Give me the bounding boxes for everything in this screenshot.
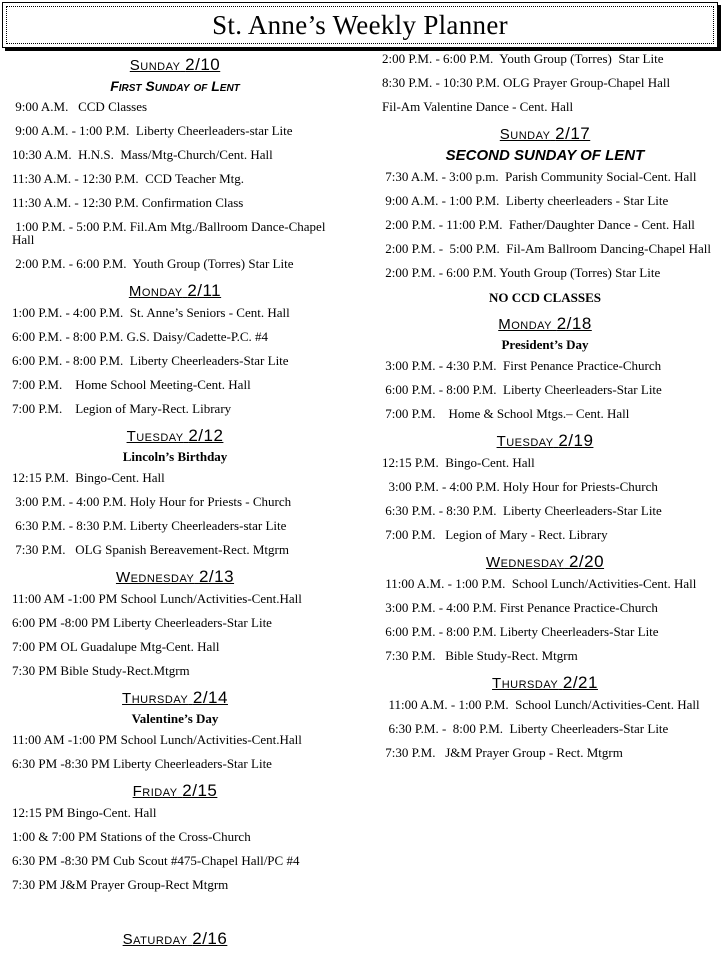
day-date: 2/15 <box>182 781 218 800</box>
day-name: Saturday <box>122 931 188 948</box>
day-name: Sunday <box>499 126 551 143</box>
day-heading <box>0 688 350 708</box>
event-item: 7:00 PM OL Guadalupe Mtg-Cent. Hall <box>12 639 220 654</box>
event-item: 6:30 P.M. - 8:00 P.M. Liberty Cheerleaders-Star Lite <box>382 721 669 736</box>
event-item: 11:00 A.M. - 1:00 P.M. School Lunch/Activities-Cent. Hall <box>382 697 700 712</box>
day-name: Monday <box>128 283 183 300</box>
page-title: St. Anne’s Weekly Planner <box>212 9 508 40</box>
day-name: Thursday <box>492 675 559 692</box>
day-heading <box>0 55 350 75</box>
event-item: 2:00 P.M. - 6:00 P.M. Youth Group (Torres) Star Lite <box>382 265 661 280</box>
carryover-events <box>370 52 720 113</box>
day-name: Tuesday <box>126 428 184 445</box>
day-name: Friday <box>132 783 178 800</box>
day-date: 2/13 <box>198 567 235 586</box>
event-item: 12:15 P.M. Bingo-Cent. Hall <box>12 470 165 485</box>
event-item: 1:00 & 7:00 PM Stations of the Cross-Church <box>12 829 251 844</box>
day-heading <box>0 929 350 949</box>
left-column <box>0 52 350 954</box>
event-item: 2:00 P.M. - 11:00 P.M. Father/Daughter Dance - Cent. Hall <box>382 217 695 232</box>
event-item: 6:00 PM -8:00 PM Liberty Cheerleaders-Star Lite <box>12 615 272 630</box>
day-heading <box>0 567 350 587</box>
day-date: 2/11 <box>187 281 222 300</box>
event-item: 6:00 P.M. - 8:00 P.M. G.S. Daisy/Cadette-P.C. #4 <box>12 329 269 344</box>
day-date: 2/10 <box>185 55 221 74</box>
event-item: 12:15 P.M. Bingo-Cent. Hall <box>382 455 535 470</box>
event-item: 3:00 P.M. - 4:30 P.M. First Penance Practice-Church <box>382 358 662 373</box>
day-heading <box>370 124 720 144</box>
event-item: 6:00 P.M. - 8:00 P.M. Liberty Cheerleaders-Star Lite <box>382 624 659 639</box>
day-subtitle: Lincoln’s Birthday <box>122 449 228 464</box>
event-item: 7:00 P.M. Legion of Mary - Rect. Library <box>382 527 608 542</box>
day-date: 2/17 <box>555 124 591 143</box>
day-name: Sunday <box>129 57 181 74</box>
day-date: 2/16 <box>192 929 228 948</box>
event-item: 7:30 A.M. - 3:00 p.m. Parish Community Social-Cent. Hall <box>382 169 697 184</box>
day-name: Monday <box>498 316 553 333</box>
event-item: 7:00 P.M. Legion of Mary-Rect. Library <box>12 401 232 416</box>
event-item: 6:00 P.M. - 8:00 P.M. Liberty Cheerleaders-Star Lite <box>12 353 289 368</box>
day-heading <box>370 314 720 334</box>
event-item: 2:00 P.M. - 6:00 P.M. Youth Group (Torres) Star Lite <box>382 51 664 66</box>
event-item: 7:00 P.M. Home & School Mtgs.– Cent. Hall <box>382 406 630 421</box>
day-date: 2/21 <box>562 673 598 692</box>
event-item: 9:00 A.M. - 1:00 P.M. Liberty Cheerleaders-star Lite <box>12 123 293 138</box>
day-name: Wednesday <box>485 554 565 571</box>
day-name: Wednesday <box>115 569 195 586</box>
day-heading <box>370 552 720 572</box>
event-item: 3:00 P.M. - 4:00 P.M. Holy Hour for Priests-Church <box>382 479 658 494</box>
event-item: 11:00 A.M. - 1:00 P.M. School Lunch/Activities-Cent. Hall <box>382 576 697 591</box>
event-item: 1:00 P.M. - 4:00 P.M. St. Anne’s Seniors - Cent. Hall <box>12 305 290 320</box>
day-date: 2/19 <box>558 431 594 450</box>
day-name: Thursday <box>122 690 189 707</box>
day-heading <box>0 281 350 301</box>
day-date: 2/20 <box>568 552 605 571</box>
event-item: 1:00 P.M. - 5:00 P.M. Fil.Am Mtg./Ballroom Dance-Chapel Hall <box>12 219 329 247</box>
day-subtitle: SECOND SUNDAY OF LENT <box>445 147 645 164</box>
event-item: 3:00 P.M. - 4:00 P.M. First Penance Practice-Church <box>382 600 658 615</box>
event-item: 3:00 P.M. - 4:00 P.M. Holy Hour for Priests - Church <box>12 494 292 509</box>
event-item: 6:00 P.M. - 8:00 P.M. Liberty Cheerleaders-Star Lite <box>382 382 662 397</box>
day-heading <box>0 781 350 801</box>
event-item: 6:30 PM -8:30 PM Liberty Cheerleaders-Star Lite <box>12 756 272 771</box>
event-item: 8:30 P.M. - 10:30 P.M. OLG Prayer Group-Chapel Hall <box>382 75 671 90</box>
event-item: 11:00 AM -1:00 PM School Lunch/Activities-Cent.Hall <box>12 732 302 747</box>
event-item: 12:15 PM Bingo-Cent. Hall <box>12 805 157 820</box>
event-item: 6:30 P.M. - 8:30 P.M. Liberty Cheerleaders-Star Lite <box>382 503 662 518</box>
event-item: 9:00 A.M. - 1:00 P.M. Liberty cheerleaders - Star Lite <box>382 193 669 208</box>
day-date: 2/18 <box>556 314 592 333</box>
right-days <box>370 124 720 759</box>
event-item: 10:30 A.M. H.N.S. Mass/Mtg-Church/Cent. Hall <box>12 147 273 162</box>
day-date: 2/14 <box>192 688 228 707</box>
day-subtitle: Valentine’s Day <box>131 711 219 726</box>
day-name: Tuesday <box>496 433 554 450</box>
day-date: 2/12 <box>188 426 224 445</box>
day-heading <box>370 673 720 693</box>
event-item: 7:30 P.M. J&M Prayer Group - Rect. Mtgrm <box>382 745 623 760</box>
event-item: 6:30 P.M. - 8:30 P.M. Liberty Cheerleaders-star Lite <box>12 518 287 533</box>
title-banner <box>2 2 718 48</box>
title-banner-inner <box>6 6 714 44</box>
event-item: 7:30 P.M. OLG Spanish Bereavement-Rect. Mtgrm <box>12 542 289 557</box>
event-item: 2:00 P.M. - 6:00 P.M. Youth Group (Torres) Star Lite <box>12 256 294 271</box>
event-item: 7:30 PM Bible Study-Rect.Mtgrm <box>12 663 190 678</box>
day-note: NO CCD CLASSES <box>489 290 601 305</box>
event-item: 7:30 P.M. Bible Study-Rect. Mtgrm <box>382 648 578 663</box>
event-item: 11:30 A.M. - 12:30 P.M. Confirmation Class <box>12 195 244 210</box>
event-item: 7:00 P.M. Home School Meeting-Cent. Hall <box>12 377 251 392</box>
event-item: 11:30 A.M. - 12:30 P.M. CCD Teacher Mtg. <box>12 171 245 186</box>
day-heading <box>0 426 350 446</box>
day-heading <box>370 431 720 451</box>
event-item: 11:00 AM -1:00 PM School Lunch/Activities-Cent.Hall <box>12 591 302 606</box>
event-item: 6:30 PM -8:30 PM Cub Scout #475-Chapel Hall/PC #4 <box>12 853 300 868</box>
event-item: 9:00 A.M. CCD Classes <box>12 99 148 114</box>
right-column <box>370 52 720 770</box>
event-item: 2:00 P.M. - 5:00 P.M. Fil-Am Ballroom Dancing-Chapel Hall <box>382 241 711 256</box>
event-item: 7:30 PM J&M Prayer Group-Rect Mtgrm <box>12 877 229 892</box>
day-subtitle: President’s Day <box>501 337 589 352</box>
day-subtitle: First Sunday of Lent <box>110 78 240 94</box>
event-item: Fil-Am Valentine Dance - Cent. Hall <box>382 99 574 114</box>
